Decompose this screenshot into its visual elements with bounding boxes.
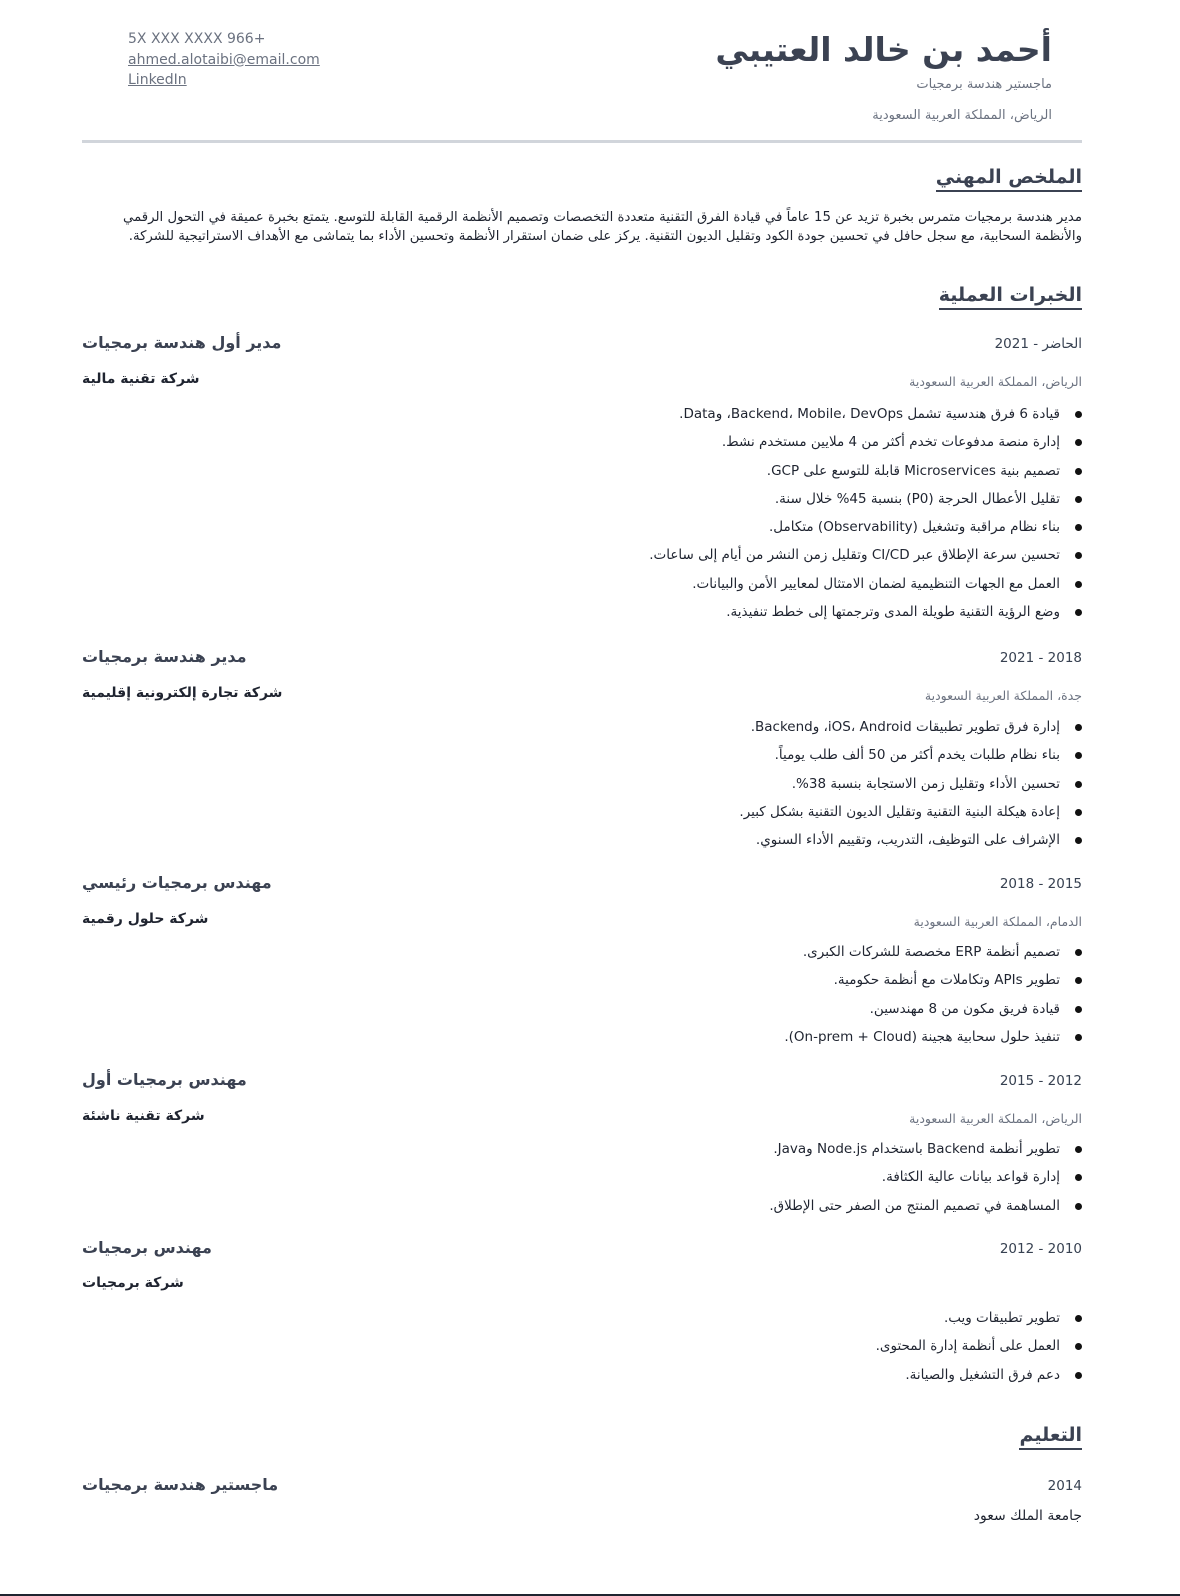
job-dates: 2012 - 2010 [999, 1241, 1082, 1257]
experience-heading: الخبرات العملية [939, 284, 1082, 310]
job-title: مهندس برمجيات [82, 1238, 212, 1257]
list-item: تقليل الأعطال الحرجة (P0) بنسبة 45% خلال سنة. [649, 485, 1082, 513]
job-bullets [784, 938, 1082, 1051]
education-heading: التعليم [1019, 1424, 1082, 1450]
job-bullets [739, 713, 1082, 854]
list-item: تصميم بنية Microservices قابلة للتوسع على GCP. [649, 457, 1082, 485]
job-company: شركة برمجيات [82, 1275, 184, 1291]
job-title: مدير هندسة برمجيات [82, 647, 247, 666]
job-title: مهندس برمجيات أول [82, 1070, 247, 1089]
job-location: جدة، المملكة العربية السعودية [924, 688, 1082, 703]
list-item: قيادة 6 فرق هندسية تشمل Backend، Mobile، DevOps، وData. [649, 400, 1082, 428]
job-bullets [649, 400, 1082, 626]
list-item: العمل على أنظمة إدارة المحتوى. [876, 1332, 1082, 1360]
job-title: مهندس برمجيات رئيسي [82, 873, 272, 892]
header-divider [82, 140, 1082, 143]
job-title: مدير أول هندسة برمجيات [82, 333, 282, 352]
list-item: العمل مع الجهات التنظيمية لضمان الامتثال لمعايير الأمن والبيانات. [649, 570, 1082, 598]
list-item: إدارة فرق تطوير تطبيقات iOS، Android، وBackend. [739, 713, 1082, 741]
candidate-location: الرياض، المملكة العربية السعودية [872, 108, 1052, 123]
list-item: تصميم أنظمة ERP مخصصة للشركات الكبرى. [784, 938, 1082, 966]
job-dates: 2015 - 2012 [999, 1073, 1082, 1089]
list-item: تطوير أنظمة Backend باستخدام Node.js وJava. [769, 1135, 1082, 1163]
job-company: شركة حلول رقمية [82, 911, 209, 927]
list-item: بناء نظام طلبات يخدم أكثر من 50 ألف طلب يومياً. [739, 741, 1082, 769]
list-item: إدارة منصة مدفوعات تخدم أكثر من 4 ملايين مستخدم نشط. [649, 428, 1082, 456]
list-item: بناء نظام مراقبة وتشغيل (Observability) متكامل. [649, 513, 1082, 541]
email-link[interactable]: ahmed.alotaibi@email.com [128, 51, 320, 68]
linkedin-link[interactable]: LinkedIn [128, 72, 187, 88]
phone-number: 5X XXX XXXX 966+ [128, 31, 266, 47]
education-school: جامعة الملك سعود [973, 1508, 1082, 1524]
job-dates: 2018 - 2015 [999, 876, 1082, 892]
candidate-name: أحمد بن خالد العتيبي [715, 30, 1052, 69]
job-bullets [876, 1304, 1082, 1389]
list-item: تطوير تطبيقات ويب. [876, 1304, 1082, 1332]
job-location: الرياض، المملكة العربية السعودية [909, 1111, 1082, 1126]
resume-header [82, 26, 1098, 144]
list-item: تطوير APIs وتكاملات مع أنظمة حكومية. [784, 966, 1082, 994]
summary-text: مدير هندسة برمجيات متمرس بخبرة تزيد عن 15 عاماً في قيادة الفرق التقنية متعددة التخصصات وتصميم الأنظمة الرقمية القابلة للتوسع. يتمتع بخبرة عميقة في التحول الرقمي والأنظمة السحابية، مع سجل حافل في تحسين جودة الكود وتقليل الديون التقنية. يركز على ضمان استقرار الأنظمة وتحسين الأداء بما يتماشى مع الأهداف الاستراتيجية للشركة. [123, 210, 1082, 244]
summary-heading: الملخص المهني [936, 166, 1082, 192]
job-location: الدمام، المملكة العربية السعودية [913, 914, 1082, 929]
list-item: وضع الرؤية التقنية طويلة المدى وترجمتها إلى خطط تنفيذية. [649, 598, 1082, 626]
job-location: الرياض، المملكة العربية السعودية [909, 374, 1082, 389]
list-item: إدارة قواعد بيانات عالية الكثافة. [769, 1163, 1082, 1191]
list-item: الإشراف على التوظيف، التدريب، وتقييم الأداء السنوي. [739, 826, 1082, 854]
list-item: تنفيذ حلول سحابية هجينة (On-prem + Cloud). [784, 1023, 1082, 1051]
job-company: شركة تجارة إلكترونية إقليمية [82, 685, 283, 701]
list-item: تحسين سرعة الإطلاق عبر CI/CD وتقليل زمن النشر من أيام إلى ساعات. [649, 541, 1082, 569]
list-item: إعادة هيكلة البنية التقنية وتقليل الديون التقنية بشكل كبير. [739, 798, 1082, 826]
job-company: شركة تقنية ناشئة [82, 1108, 205, 1124]
education-degree: ماجستير هندسة برمجيات [82, 1475, 279, 1494]
list-item: دعم فرق التشغيل والصيانة. [876, 1361, 1082, 1389]
list-item: قيادة فريق مكون من 8 مهندسين. [784, 995, 1082, 1023]
contact-block [128, 29, 320, 91]
job-dates: 2021 - الحاضر [994, 336, 1082, 352]
candidate-degree: ماجستير هندسة برمجيات [916, 77, 1052, 92]
list-item: المساهمة في تصميم المنتج من الصفر حتى الإطلاق. [769, 1192, 1082, 1220]
job-dates: 2021 - 2018 [999, 650, 1082, 666]
list-item: تحسين الأداء وتقليل زمن الاستجابة بنسبة 38%. [739, 770, 1082, 798]
job-company: شركة تقنية مالية [82, 371, 200, 387]
job-bullets [769, 1135, 1082, 1220]
education-year: 2014 [1047, 1478, 1082, 1494]
